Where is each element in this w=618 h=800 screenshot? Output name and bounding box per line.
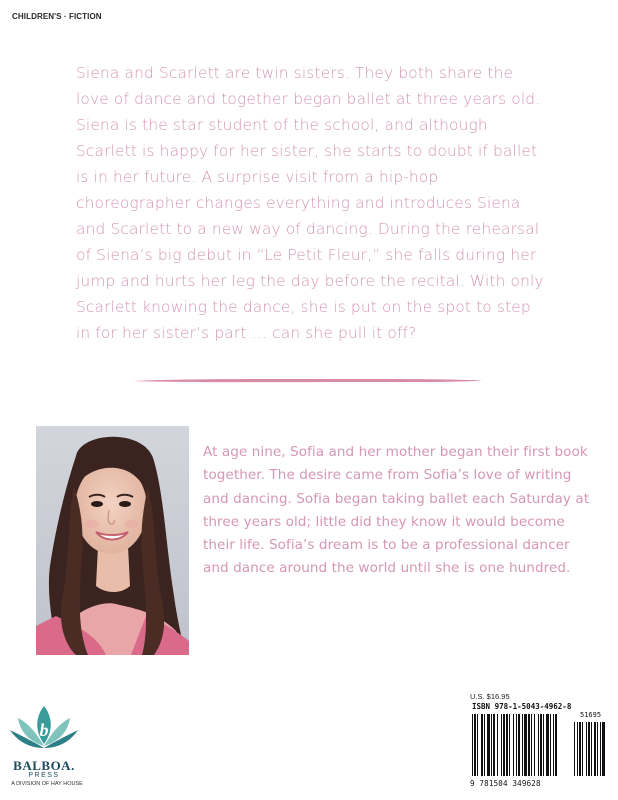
publisher-logo xyxy=(8,700,88,790)
publisher-imprint: PRESS xyxy=(28,772,60,779)
author-bio: At age nine, Sofia and her mother began their first book together. The desire came from Sofia’s love of writing and dancing. Sofia began taking ballet each Saturday at three years old; little did they know it would become their life. Sofia’s dream is to be a professional dancer and dance around the world until she is one hundred. xyxy=(203,444,590,577)
barcode-number: 9 781504 349628 xyxy=(470,779,541,788)
lotus-icon xyxy=(8,700,80,758)
ean5-label: 51695 xyxy=(580,711,602,719)
barcode xyxy=(470,692,610,792)
author-photo xyxy=(36,426,189,655)
brush-divider xyxy=(131,377,485,384)
synopsis-text: Siena and Scarlett are twin sisters. They both share the love of dance and together began ballet at three years old. Siena is the star student of the school, and although Scarlett is happy for her sister, she starts to doubt if ballet is in her future. A surprise visit from a hip-hop choreographer changes everything and introduces Siena and Scarlett to a new way of dancing. During the rehearsal of Siena’s big debut in “Le Petit Fleur,” she falls during her jump and hurts her leg the day before the recital. With only Scarlett knowing the dance, she is put on the spot to step in for her sister’s part … can she pull it off? xyxy=(76,64,544,342)
barcode-bars xyxy=(470,714,610,778)
price-label: U.S. $16.95 xyxy=(470,692,510,701)
category-label: CHILDREN'S · FICTION xyxy=(12,12,102,21)
logo-letter: b xyxy=(39,720,49,740)
publisher-name: BALBOA. xyxy=(13,758,75,773)
isbn-label: ISBN 978-1-5043-4962-8 xyxy=(472,702,572,711)
publisher-division: A DIVISION OF HAY HOUSE xyxy=(11,781,83,787)
